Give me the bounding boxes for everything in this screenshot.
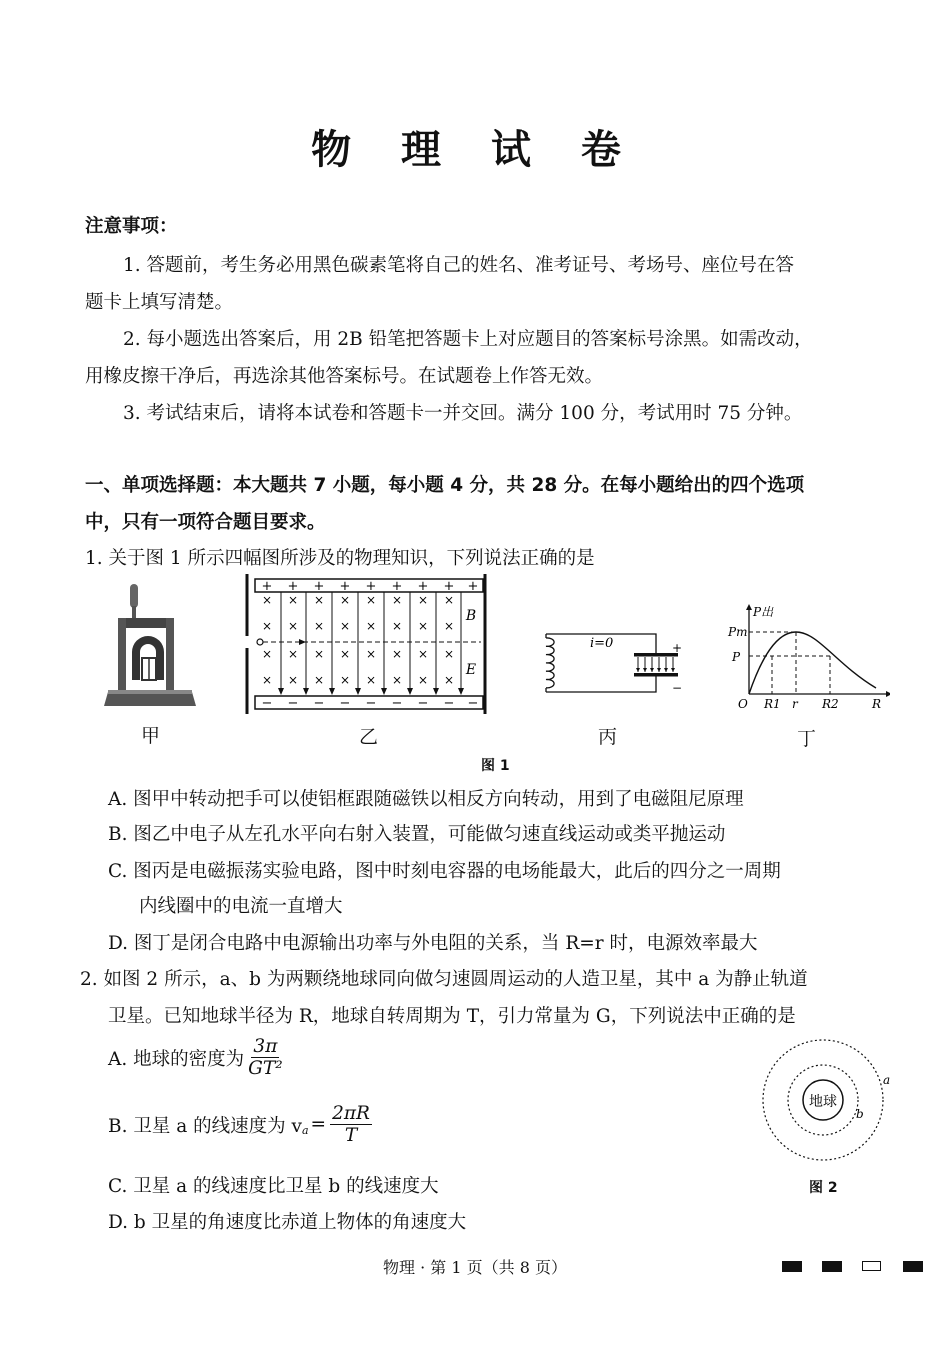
svg-text:×: ×: [443, 647, 455, 661]
svg-text:×: ×: [417, 673, 429, 687]
q2-stem-line1: 2. 如图 2 所示，a、b 为两颗绕地球同向做匀速圆周运动的人造卫星，其中 a 为静止轨道: [80, 969, 808, 990]
svg-text:×: ×: [339, 647, 351, 661]
svg-text:×: ×: [339, 619, 351, 633]
svg-text:×: ×: [287, 647, 299, 661]
svg-text:×: ×: [365, 619, 377, 633]
q2-option-b-denominator: T: [344, 1125, 358, 1147]
q2-option-b-text: B. 卫星 a 的线速度为 v: [108, 1115, 302, 1137]
figure2-satellite-orbits: [760, 1038, 896, 1166]
fig-ding-origin: O: [738, 697, 748, 711]
svg-text:×: ×: [365, 593, 377, 607]
svg-text:+: +: [467, 579, 479, 594]
q2-option-b-numerator: 2πR: [332, 1103, 370, 1124]
svg-text:−: −: [365, 696, 377, 711]
svg-text:+: +: [261, 579, 273, 594]
svg-text:−: −: [417, 696, 429, 711]
q2-option-b: [108, 1103, 372, 1147]
q2-option-a-text: A. 地球的密度为: [108, 1048, 245, 1070]
svg-text:×: ×: [391, 673, 403, 687]
figure-ding-power-curve: [726, 604, 890, 714]
q1-option-b: B. 图乙中电子从左孔水平向右射入装置，可能做匀速直线运动或类平抛运动: [108, 824, 726, 845]
svg-text:−: −: [391, 696, 403, 711]
notice-item-2: 2. 每小题选出答案后，用 2B 铅笔把答题卡上对应题目的答案标号涂黑。如需改动，: [123, 329, 813, 350]
q1-option-d: D. 图丁是闭合电路中电源输出功率与外电阻的关系，当 R=r 时，电源效率最大: [108, 933, 758, 954]
fig-yi-e-label: E: [465, 662, 477, 678]
figure-yi-crossed-fields: [243, 574, 488, 714]
svg-text:×: ×: [313, 673, 325, 687]
fig2-earth-label: 地球: [809, 1094, 837, 1110]
svg-text:−: −: [443, 696, 455, 711]
fig-ding-y-axis: P出: [753, 605, 774, 619]
figure2-caption: 图 2: [809, 1180, 838, 1196]
footer-marker-2: [822, 1261, 842, 1272]
svg-text:×: ×: [391, 593, 403, 607]
svg-text:+: +: [443, 579, 455, 594]
q2-option-a-denominator: GT²: [248, 1058, 283, 1080]
svg-text:−: −: [672, 681, 683, 695]
svg-text:×: ×: [313, 593, 325, 607]
svg-text:×: ×: [443, 673, 455, 687]
svg-text:×: ×: [417, 647, 429, 661]
svg-text:×: ×: [287, 593, 299, 607]
q2-option-d: D. b 卫星的角速度比赤道上物体的角速度大: [108, 1212, 467, 1233]
svg-text:×: ×: [261, 673, 273, 687]
svg-text:×: ×: [417, 619, 429, 633]
fig2-a-label: a: [883, 1073, 891, 1087]
svg-text:×: ×: [417, 593, 429, 607]
svg-text:+: +: [313, 579, 325, 594]
footer-marker-4: [903, 1261, 923, 1272]
svg-text:−: −: [313, 696, 325, 711]
svg-text:×: ×: [365, 647, 377, 661]
svg-text:×: ×: [339, 593, 351, 607]
svg-text:+: +: [339, 579, 351, 594]
svg-text:×: ×: [391, 647, 403, 661]
svg-text:×: ×: [391, 619, 403, 633]
svg-text:×: ×: [287, 619, 299, 633]
svg-text:×: ×: [261, 619, 273, 633]
svg-text:−: −: [467, 696, 479, 711]
footer-marker-3: [862, 1261, 881, 1271]
svg-text:+: +: [391, 579, 403, 594]
figure-label-jia: 甲: [141, 725, 161, 747]
page-footer: 物理 · 第 1 页（共 8 页）: [383, 1258, 567, 1277]
svg-text:×: ×: [313, 619, 325, 633]
fig-ding-x-axis: R: [872, 697, 882, 711]
fig2-b-label: b: [856, 1107, 864, 1121]
notice-item-1: 1. 答题前，考生务必用黑色碳素笔将自己的姓名、准考证号、考场号、座位号在答: [123, 255, 795, 276]
fig-ding-p: P: [732, 650, 741, 664]
svg-text:×: ×: [443, 593, 455, 607]
svg-text:+: +: [417, 579, 429, 594]
svg-text:×: ×: [339, 673, 351, 687]
svg-text:×: ×: [365, 673, 377, 687]
svg-text:×: ×: [287, 673, 299, 687]
fig-yi-b-label: B: [465, 608, 477, 624]
svg-text:×: ×: [443, 619, 455, 633]
figure-label-bing: 丙: [598, 726, 618, 748]
svg-text:−: −: [287, 696, 299, 711]
fig-ding-r: r: [792, 697, 798, 711]
svg-text:×: ×: [261, 647, 273, 661]
q2-option-b-subscript: a: [301, 1123, 309, 1137]
notice-heading: 注意事项：: [85, 216, 178, 237]
svg-text:×: ×: [313, 647, 325, 661]
figure1-caption: 图 1: [481, 758, 510, 774]
footer-marker-1: [782, 1261, 802, 1272]
q1-option-c-cont: 内线圈中的电流一直增大: [139, 896, 343, 917]
q2-option-b-fraction: [330, 1103, 372, 1147]
figure-jia-magnet-apparatus: [104, 582, 199, 710]
notice-item-1-cont: 题卡上填写清楚。: [85, 292, 234, 313]
svg-text:+: +: [365, 579, 377, 594]
svg-text:−: −: [339, 696, 351, 711]
q2-option-a-numerator: 3π: [253, 1036, 278, 1057]
fig-ding-r2: R2: [822, 697, 839, 711]
q2-option-c: C. 卫星 a 的线速度比卫星 b 的线速度大: [108, 1176, 439, 1197]
q2-option-b-equals: =: [310, 1114, 327, 1136]
fig-ding-pm: Pm: [728, 625, 748, 639]
q2-option-a: [108, 1036, 285, 1080]
figure-label-ding: 丁: [797, 728, 817, 750]
q1-option-c: C. 图丙是电磁振荡实验电路，图中时刻电容器的电场能最大，此后的四分之一周期: [108, 861, 781, 882]
section1-heading-line2: 中，只有一项符合题目要求。: [85, 512, 326, 533]
fig-ding-r1: R1: [764, 697, 781, 711]
notice-item-3: 3. 考试结束后，请将本试卷和答题卡一并交回。满分 100 分，考试用时 75 分钟。: [123, 403, 803, 424]
page-title: 物 理 试 卷: [311, 127, 639, 173]
svg-text:+: +: [287, 579, 299, 594]
notice-item-2-cont: 用橡皮擦干净后，再选涂其他答案标号。在试题卷上作答无效。: [85, 366, 604, 387]
svg-text:+: +: [672, 641, 683, 655]
figure-bing-lc-circuit: [538, 622, 690, 702]
fig-bing-current-label: i=0: [590, 636, 614, 651]
q1-option-a: A. 图甲中转动把手可以使铝框跟随磁铁以相反方向转动，用到了电磁阻尼原理: [108, 789, 744, 810]
q2-option-a-fraction: [246, 1036, 285, 1080]
q1-stem: 1. 关于图 1 所示四幅图所涉及的物理知识，下列说法正确的是: [85, 548, 595, 569]
q2-stem-line2: 卫星。已知地球半径为 R，地球自转周期为 T，引力常量为 G，下列说法中正确的是: [108, 1006, 796, 1027]
svg-text:×: ×: [261, 593, 273, 607]
section1-heading-line1: 一、单项选择题：本大题共 7 小题，每小题 4 分，共 28 分。在每小题给出的四个选项: [85, 475, 805, 496]
figure-label-yi: 乙: [359, 726, 379, 748]
svg-text:−: −: [261, 696, 273, 711]
